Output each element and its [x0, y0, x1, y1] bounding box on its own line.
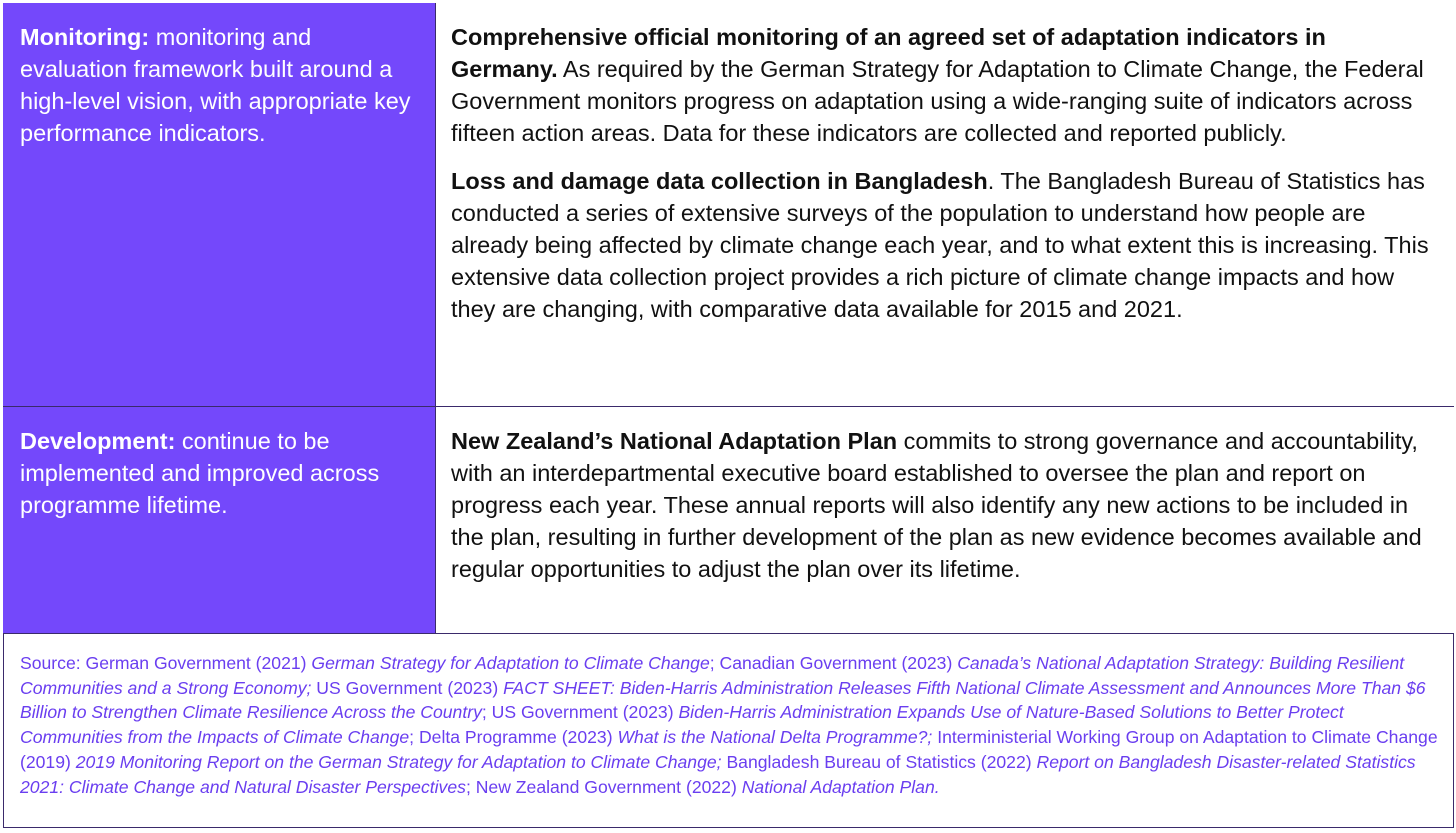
- source-title: German Strategy for Adaptation to Climate Change: [311, 653, 710, 673]
- source-text: Interministerial Working Group on Adaptation to Climate Change (2019): [20, 727, 1438, 772]
- source-text: Source: German Government (2021): [20, 653, 312, 673]
- source-title: Canada’s National Adaptation Strategy: Building Resilient Communities and a Strong Economy;: [20, 653, 1405, 698]
- row-content-cell: [436, 407, 1454, 633]
- source-title: FACT SHEET: Biden-Harris Administration Releases Fifth National Climate Assessment and Announces More Than $6 Billion to Strengthen Climate Resilience Across the Country: [20, 677, 1426, 723]
- source-text: US Government (2023): [311, 677, 504, 698]
- row-heading: Development:: [20, 428, 176, 454]
- example-title: Comprehensive official monitoring of an agreed set of adaptation indicators in Germany.: [451, 24, 1326, 82]
- row-label-cell: [3, 407, 436, 633]
- row-heading: Monitoring:: [20, 24, 150, 50]
- source-text: ; New Zealand Government (2022): [465, 776, 742, 797]
- row-label-cell: [3, 3, 436, 406]
- example-text: . The Bangladesh Bureau of Statistics has conducted a series of extensive surveys of the population to understand how people are already being affected by climate change each year, and to what extent this is increasing. This extensive data collection project provides a rich picture of climate change impacts and how they are changing, with comparative data available for 2015 and 2021.: [451, 168, 1429, 322]
- source-title: Biden-Harris Administration Expands Use of Nature-Based Solutions to Better Protect Communities from the Impacts of Climate Change: [20, 702, 1344, 748]
- example-title: New Zealand’s National Adaptation Plan: [451, 428, 898, 454]
- table-row-development: [3, 407, 1454, 634]
- example-paragraph-new-zealand: [451, 425, 1436, 585]
- row-content-cell: [436, 3, 1454, 406]
- example-title: Loss and damage data collection in Bangladesh: [451, 168, 988, 194]
- source-title: What is the National Delta Programme?;: [617, 727, 933, 748]
- source-text: ; Delta Programme (2023): [409, 727, 618, 748]
- source-title: Report on Bangladesh Disaster-related Statistics 2021: Climate Change and Natural Disaster Perspectives: [20, 751, 1416, 797]
- source-text: Bangladesh Bureau of Statistics (2022): [721, 751, 1037, 772]
- example-text: As required by the German Strategy for Adaptation to Climate Change, the Federal Government monitors progress on adaptation using a wide-ranging suite of indicators across fifteen action areas. Data for these indicators are collected and reported publicly.: [451, 56, 1424, 146]
- example-paragraph-germany: [451, 21, 1436, 149]
- source-text: ; Canadian Government (2023): [709, 653, 958, 673]
- example-paragraph-bangladesh: [451, 165, 1436, 325]
- source-text: ; US Government (2023): [481, 702, 679, 723]
- row-label-text: continue to be implemented and improved across programme lifetime.: [20, 428, 380, 518]
- source-note: [3, 634, 1454, 828]
- source-title: 2019 Monitoring Report on the German Strategy for Adaptation to Climate Change;: [75, 751, 722, 772]
- source-title: National Adaptation Plan.: [741, 776, 940, 797]
- row-label-text: monitoring and evaluation framework built around a high-level vision, with appropriate key performance indicators.: [20, 24, 411, 146]
- table-row-monitoring: [3, 3, 1454, 407]
- example-text: commits to strong governance and accountability, with an interdepartmental executive board established to oversee the plan and report on progress each year. These annual reports will also identify any new actions to be included in the plan, resulting in further development of the plan as new evidence becomes available and regular opportunities to adjust the plan over its lifetime.: [451, 428, 1422, 582]
